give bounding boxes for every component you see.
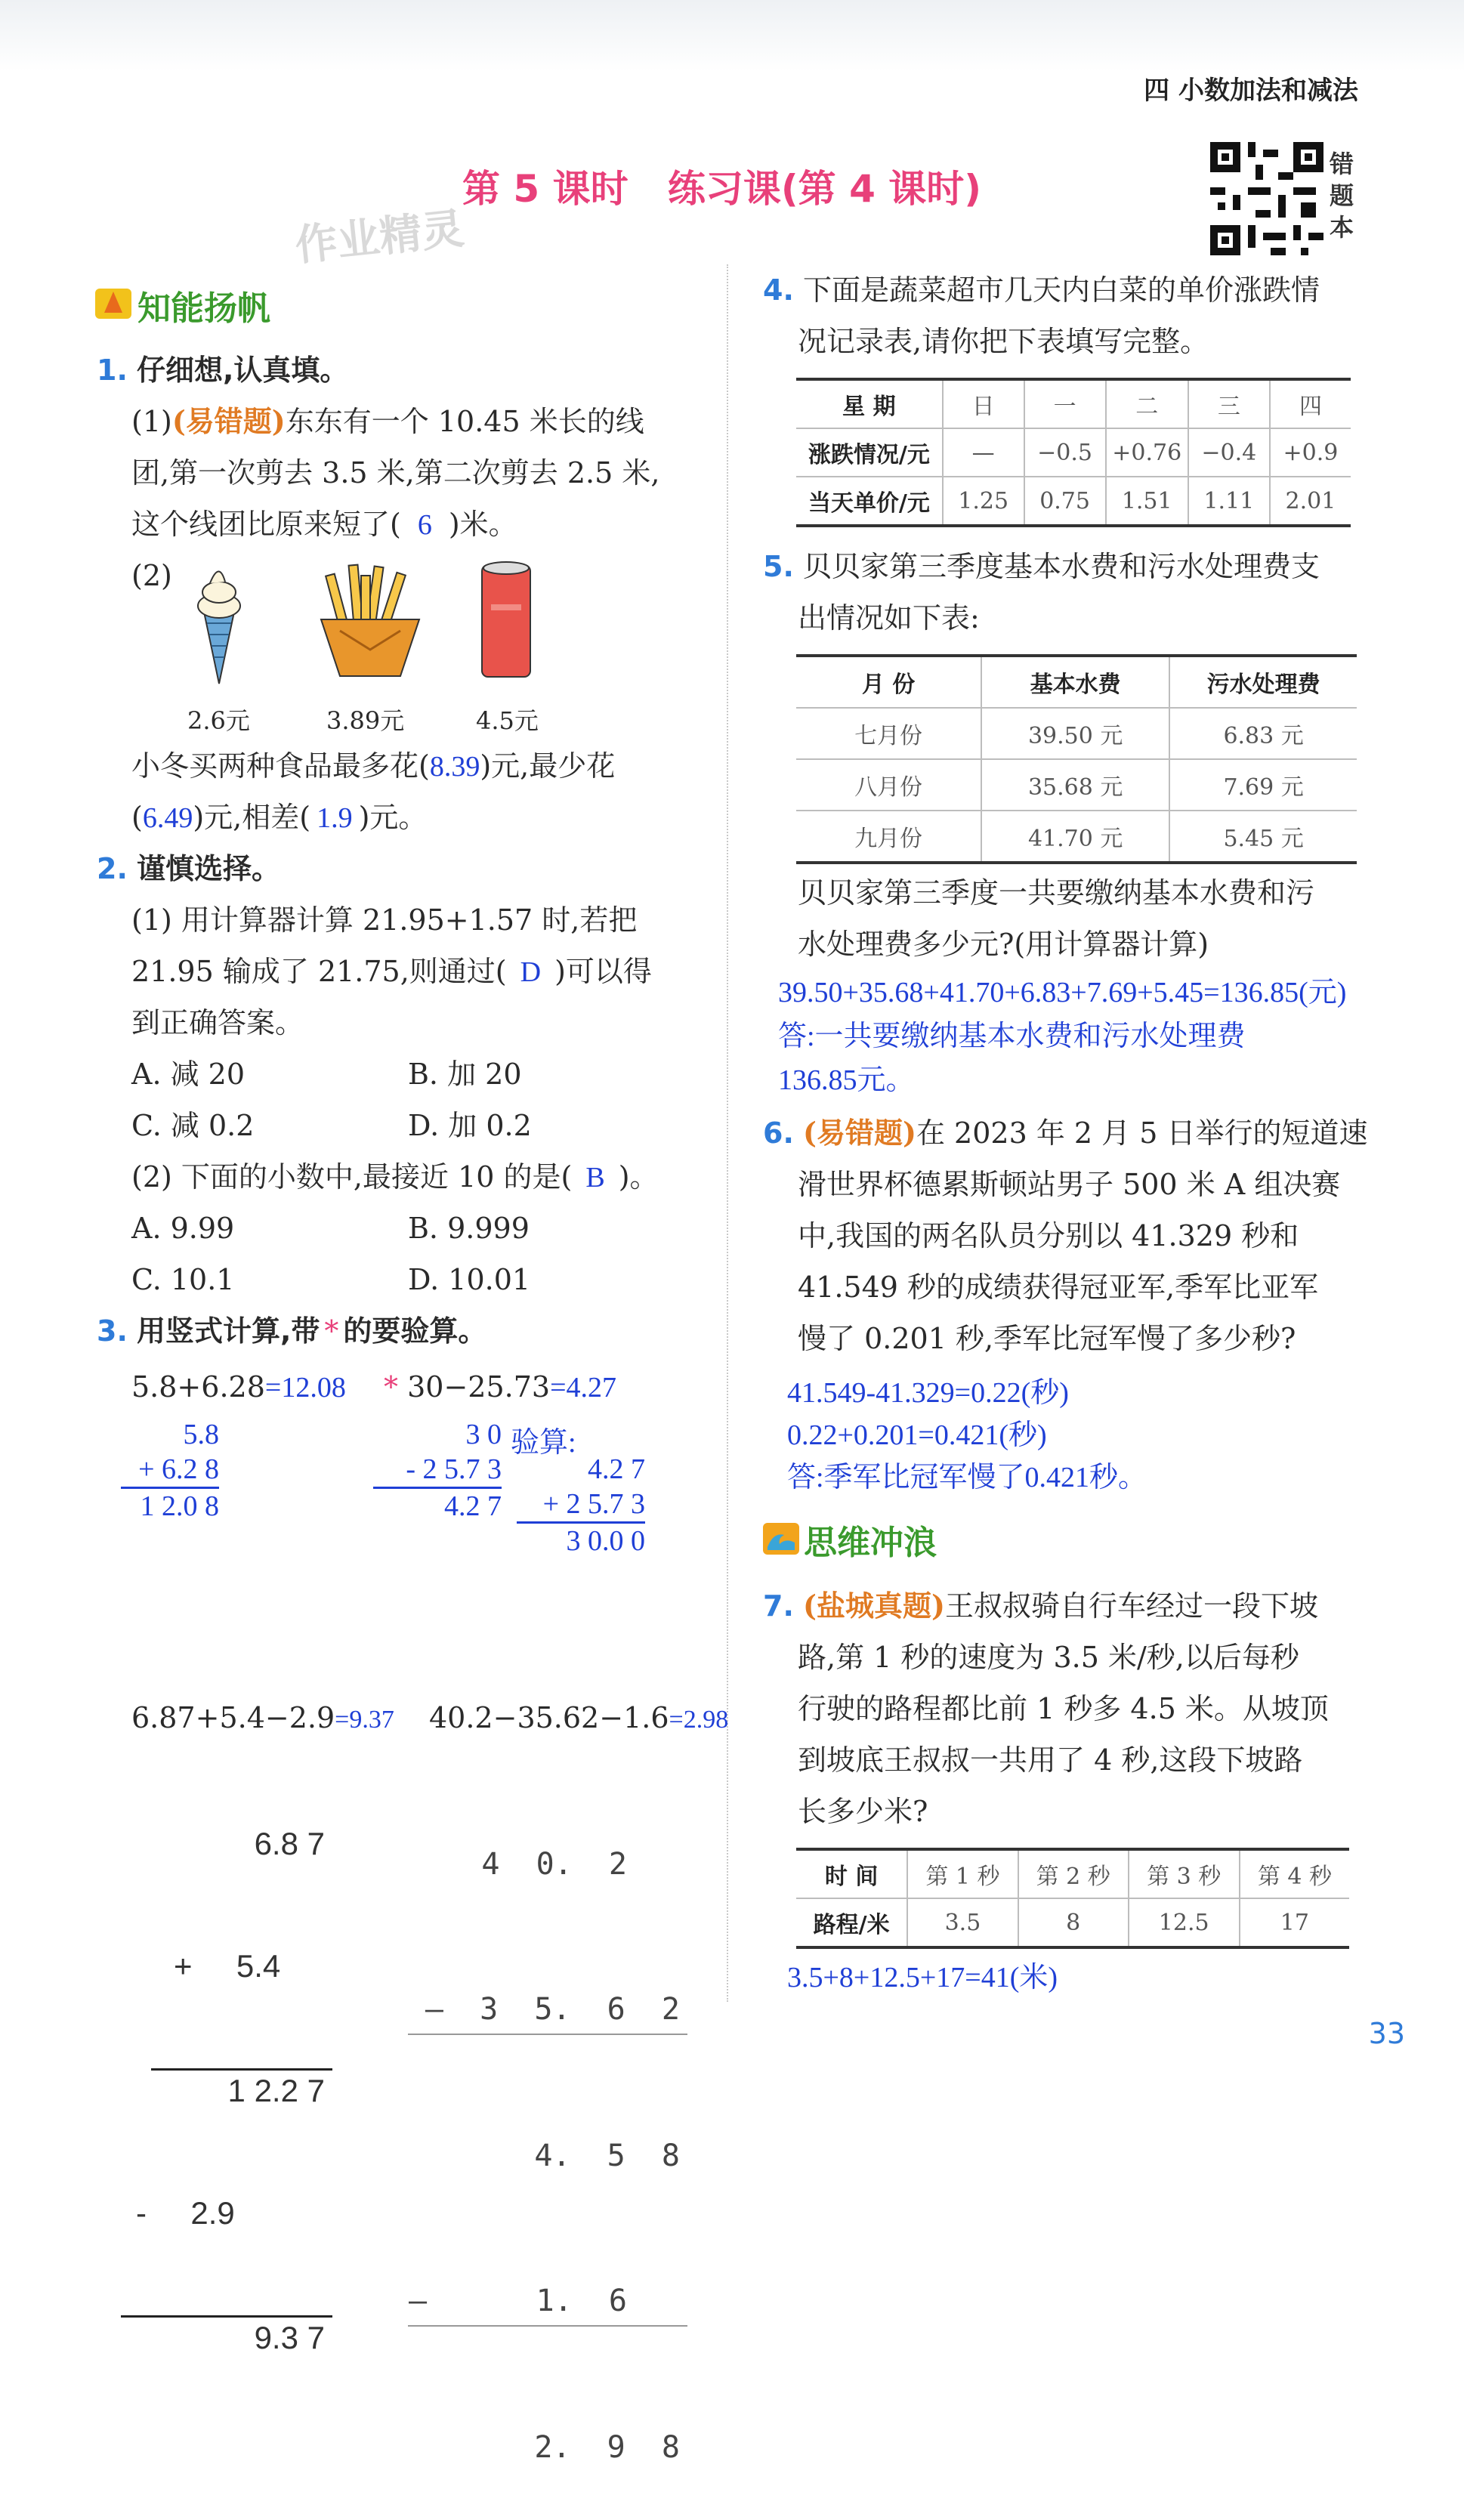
table-cell: 3.5 bbox=[907, 1898, 1018, 1947]
table-row bbox=[796, 811, 1357, 863]
q5-answer-3: 136.85元。 bbox=[778, 1064, 915, 1096]
q1-p2-text1b: )元,最少花 bbox=[480, 749, 616, 783]
v-line: 4.2 7 bbox=[588, 1453, 645, 1485]
table-cell: 12.5 bbox=[1129, 1898, 1240, 1947]
page-number: 33 bbox=[1368, 2017, 1405, 2050]
q1-p2-answer2: 6.49 bbox=[142, 802, 193, 834]
french-fries-icon bbox=[310, 559, 431, 680]
q1-p1-line2: 团,第一次剪去 3.5 米,第二次剪去 2.5 米, bbox=[131, 456, 660, 489]
q3-e2-expr: 30−25.73 bbox=[407, 1370, 551, 1404]
v-line: 4.2 7 bbox=[373, 1487, 502, 1524]
q5-text1: 贝贝家第三季度基本水费和污水处理费支 bbox=[802, 550, 1320, 583]
q6-line4: 41.549 秒的成绩获得冠亚军,季军比亚军 bbox=[798, 1271, 1319, 1304]
table-cell: 17 bbox=[1280, 1909, 1309, 1936]
q1-p2-line1 bbox=[131, 740, 615, 792]
table-cell: 基本水费 bbox=[981, 656, 1169, 708]
q5-table bbox=[796, 654, 1357, 864]
price-fries: 3.89元 bbox=[326, 706, 405, 735]
table-cell: 5.45 元 bbox=[1223, 826, 1304, 852]
q6-text1: 在 2023 年 2 月 5 日举行的短道速 bbox=[916, 1116, 1368, 1150]
v-line: 9.3 7 bbox=[121, 2315, 332, 2358]
v-line: 3 0.0 0 bbox=[517, 1521, 645, 1558]
table-row bbox=[796, 708, 1357, 759]
q2-p1-option-b: B. 加 20 bbox=[408, 1058, 522, 1091]
table-cell: 第 1 秒 bbox=[907, 1849, 1018, 1898]
q5-answer-1: 39.50+35.68+41.70+6.83+7.69+5.45=136.85(元) bbox=[778, 977, 1347, 1008]
q3-e3-vertical bbox=[121, 1742, 332, 2399]
table-cell: 二 bbox=[1106, 379, 1188, 428]
v-line: 6.8 7 bbox=[254, 1826, 325, 1861]
table-row bbox=[796, 1849, 1349, 1898]
v-line: 3 0 bbox=[465, 1419, 502, 1450]
q7-table bbox=[796, 1848, 1349, 1949]
q4-table bbox=[796, 378, 1351, 527]
table-cell: 路程/米 bbox=[796, 1898, 907, 1947]
table-cell: 41.70 元 bbox=[981, 811, 1169, 863]
table-cell: 1.25 bbox=[943, 477, 1024, 526]
chapter-title: 四 小数加法和减法 bbox=[1144, 76, 1358, 106]
ice-cream-icon bbox=[189, 559, 249, 687]
table-row bbox=[796, 656, 1357, 708]
q3-heading bbox=[97, 1305, 486, 1357]
table-cell: 月 份 bbox=[796, 656, 981, 708]
q7-line2: 路,第 1 秒的速度为 3.5 米/秒,以后每秒 bbox=[798, 1641, 1299, 1674]
q1-p2-text2b: )元,相差( bbox=[193, 801, 311, 834]
q2-p2-line1 bbox=[131, 1151, 659, 1203]
q3-e1 bbox=[131, 1361, 346, 1413]
q2-number: 2. bbox=[97, 852, 128, 885]
q2-p1-answer: D bbox=[520, 956, 542, 988]
q2-heading bbox=[97, 843, 280, 894]
table-cell: 八月份 bbox=[796, 759, 981, 811]
q1-p2-answer3: 1.9 bbox=[317, 802, 353, 834]
v-line: — 1. 6 bbox=[408, 2277, 687, 2327]
q6-answer-1: 41.549-41.329=0.22(秒) bbox=[787, 1377, 1069, 1409]
q3-number: 3. bbox=[97, 1314, 128, 1348]
wave-icon bbox=[763, 1521, 799, 1555]
q6-answer-2: 0.22+0.201=0.421(秒) bbox=[787, 1419, 1047, 1451]
table-cell: 39.50 元 bbox=[981, 708, 1169, 759]
q7-line4: 到坡底王叔叔一共用了 4 秒,这段下坡路 bbox=[798, 1743, 1303, 1777]
table-cell: 一 bbox=[1024, 379, 1106, 428]
v-line: - 2 5.7 3 bbox=[406, 1453, 502, 1485]
q3-e4-expr: 40.2−35.62−1.6 bbox=[429, 1701, 669, 1734]
table-row bbox=[796, 759, 1357, 811]
table-cell: −0.5 bbox=[1024, 428, 1106, 477]
v-line: 2. 9 8 bbox=[534, 2430, 680, 2465]
q2-p1-line2 bbox=[131, 946, 652, 998]
q2-p2-option-b: B. 9.999 bbox=[408, 1212, 530, 1245]
q1-title: 仔细想,认真填。 bbox=[136, 354, 349, 387]
table-cell: 时 间 bbox=[796, 1849, 907, 1898]
q3-e3-answer: =9.37 bbox=[335, 1706, 394, 1734]
table-cell: 四 bbox=[1299, 394, 1322, 420]
q3-e2-star: * bbox=[384, 1370, 398, 1404]
v-line: 1 2.0 8 bbox=[121, 1487, 219, 1524]
q7-text1: 王叔叔骑自行车经过一段下坡 bbox=[944, 1589, 1318, 1623]
q2-p1-line1: (1) 用计算器计算 21.95+1.57 时,若把 bbox=[131, 903, 638, 937]
q2-p2-text1b: )。 bbox=[618, 1160, 659, 1194]
q1-p1-line1 bbox=[131, 396, 644, 447]
table-cell: 第 4 秒 bbox=[1257, 1864, 1332, 1890]
table-cell: 污水处理费 bbox=[1206, 672, 1320, 698]
drink-can-icon bbox=[476, 559, 536, 680]
table-cell: 7.69 元 bbox=[1223, 774, 1304, 801]
table-cell: 35.68 元 bbox=[981, 759, 1169, 811]
q2-p1-line3: 到正确答案。 bbox=[131, 1006, 304, 1039]
q6-line5: 慢了 0.201 秒,季军比冠军慢了多少秒? bbox=[798, 1322, 1296, 1355]
q2-p2-option-a: A. 9.99 bbox=[131, 1212, 235, 1245]
table-cell: 8 bbox=[1018, 1898, 1129, 1947]
top-band bbox=[0, 0, 1464, 72]
table-cell: — bbox=[943, 428, 1024, 477]
q5-line2: 出情况如下表: bbox=[798, 601, 980, 635]
q1-p1-text3b: )米。 bbox=[448, 508, 517, 541]
watermark: 作业精灵 bbox=[292, 204, 467, 271]
q3-e3-expr: 6.87+5.4−2.9 bbox=[131, 1701, 335, 1734]
price-ice-cream: 2.6元 bbox=[187, 706, 250, 735]
q1-p1-answer: 6 bbox=[417, 509, 432, 541]
q3-e2-answer: =4.27 bbox=[550, 1372, 617, 1404]
q1-number: 1. bbox=[97, 354, 128, 387]
q3-e2 bbox=[384, 1361, 616, 1413]
q3-e1-answer: =12.08 bbox=[264, 1372, 346, 1404]
table-cell: 星 期 bbox=[796, 379, 943, 428]
q6-number: 6. bbox=[763, 1116, 794, 1150]
table-cell: 2.01 bbox=[1285, 487, 1336, 514]
v-line: + 6.2 8 bbox=[138, 1453, 219, 1485]
q4-line1 bbox=[763, 264, 1320, 316]
v-line: 4 0. 2 bbox=[481, 1847, 627, 1882]
q4-line2: 况记录表,请你把下表填写完整。 bbox=[798, 325, 1209, 358]
q1-p2-prefix: (2) bbox=[131, 559, 172, 592]
q2-p1-option-c: C. 减 0.2 bbox=[131, 1109, 255, 1142]
table-cell: +0.76 bbox=[1106, 428, 1188, 477]
q1-heading bbox=[97, 344, 348, 396]
wrong-book-label: 错题本 bbox=[1330, 150, 1354, 242]
q1-p1-text1: 东东有一个 10.45 米长的线 bbox=[285, 405, 644, 438]
v-line: — 3 5. 6 2 bbox=[408, 1985, 687, 2035]
q6-tag: (易错题) bbox=[802, 1116, 916, 1150]
table-cell: 日 bbox=[943, 379, 1024, 428]
q5-line1 bbox=[763, 541, 1320, 592]
q2-p2-option-d: D. 10.01 bbox=[408, 1263, 531, 1296]
q2-title: 谨慎选择。 bbox=[136, 852, 280, 885]
table-cell: 6.83 元 bbox=[1223, 723, 1304, 749]
table-cell: 第 2 秒 bbox=[1018, 1849, 1129, 1898]
v-line: 4. 5 8 bbox=[534, 2139, 680, 2173]
q3-e1-expr: 5.8+6.28 bbox=[131, 1370, 265, 1404]
q5-question-line1: 贝贝家第三季度一共要缴纳基本水费和污 bbox=[798, 876, 1315, 909]
q2-p2-text1a: (2) 下面的小数中,最接近 10 的是( bbox=[131, 1160, 573, 1194]
q2-p2-answer: B bbox=[585, 1162, 605, 1194]
q7-answer: 3.5+8+12.5+17=41(米) bbox=[787, 1962, 1058, 1993]
q5-question-line2: 水处理费多少元?(用计算器计算) bbox=[798, 928, 1209, 961]
q7-number: 7. bbox=[763, 1589, 794, 1623]
section-title-1: 知能扬帆 bbox=[137, 289, 270, 328]
table-cell: 1.11 bbox=[1188, 477, 1270, 526]
q3-title-b: 的要验算。 bbox=[343, 1314, 487, 1348]
q6-line1 bbox=[763, 1107, 1368, 1159]
table-row bbox=[796, 477, 1351, 526]
q3-check-vertical bbox=[517, 1452, 645, 1558]
sail-icon bbox=[95, 286, 131, 319]
q1-p2-line2 bbox=[131, 792, 427, 844]
q6-line3: 中,我国的两名队员分别以 41.329 秒和 bbox=[798, 1219, 1299, 1252]
q3-star-icon: * bbox=[324, 1314, 339, 1348]
table-cell: 九月份 bbox=[796, 811, 981, 863]
table-row bbox=[796, 1898, 1349, 1947]
qr-code-icon[interactable] bbox=[1210, 142, 1323, 255]
v-line: - 2.9 bbox=[136, 2195, 235, 2231]
table-cell: 1.51 bbox=[1106, 477, 1188, 526]
q1-p1-prefix: (1) bbox=[131, 405, 172, 438]
q5-number: 5. bbox=[763, 550, 794, 583]
table-cell: 0.75 bbox=[1024, 477, 1106, 526]
price-can: 4.5元 bbox=[476, 706, 539, 735]
q2-p2-option-c: C. 10.1 bbox=[131, 1263, 235, 1296]
q3-e1-vertical bbox=[121, 1417, 219, 1524]
q7-line1 bbox=[763, 1580, 1318, 1632]
q7-line3: 行驶的路程都比前 1 秒多 4.5 米。从坡顶 bbox=[798, 1692, 1329, 1725]
q4-text1: 下面是蔬菜超市几天内白菜的单价涨跌情 bbox=[802, 273, 1320, 307]
q3-e4-vertical bbox=[408, 1743, 687, 2520]
q1-p2-text2c: )元。 bbox=[358, 801, 428, 834]
table-cell: 七月份 bbox=[796, 708, 981, 759]
q2-p1-text2b: )可以得 bbox=[554, 955, 652, 988]
q1-p2-text1a: 小冬买两种食品最多花( bbox=[131, 749, 430, 783]
v-line: 5.8 bbox=[183, 1419, 219, 1450]
q7-line5: 长多少米? bbox=[798, 1795, 928, 1828]
q6-line2: 滑世界杯德累斯顿站男子 500 米 A 组决赛 bbox=[798, 1168, 1341, 1201]
v-line: + 5.4 bbox=[174, 1948, 281, 1984]
table-cell: 三 bbox=[1188, 379, 1270, 428]
q3-e3 bbox=[131, 1692, 394, 1746]
table-cell: −0.4 bbox=[1188, 428, 1270, 477]
section-title-2: 思维冲浪 bbox=[804, 1524, 937, 1562]
q4-number: 4. bbox=[763, 273, 794, 307]
table-row bbox=[796, 428, 1351, 477]
table-row bbox=[796, 379, 1351, 428]
lesson-title: 第 5 课时 练习课(第 4 课时) bbox=[462, 167, 982, 211]
table-cell: 当天单价/元 bbox=[796, 477, 943, 526]
v-line: + 2 5.7 3 bbox=[542, 1488, 645, 1520]
q2-p1-option-d: D. 加 0.2 bbox=[408, 1109, 532, 1142]
q3-e4 bbox=[429, 1692, 728, 1746]
q5-answer-2: 答:一共要缴纳基本水费和污水处理费 bbox=[778, 1021, 1246, 1052]
v-line: 1 2.2 7 bbox=[151, 2068, 332, 2111]
q3-e2-vertical bbox=[373, 1417, 502, 1524]
q1-p1-tag: (易错题) bbox=[171, 404, 286, 438]
q1-p1-text3a: 这个线团比原来短了( bbox=[131, 508, 401, 541]
q3-title-a: 用竖式计算,带 bbox=[136, 1314, 320, 1348]
q6-answer-3: 答:季军比冠军慢了0.421秒。 bbox=[787, 1462, 1147, 1493]
table-cell: +0.9 bbox=[1283, 439, 1339, 466]
q7-tag: (盐城真题) bbox=[802, 1589, 945, 1623]
q2-p1-text2a: 21.95 输成了 21.75,则通过( bbox=[131, 955, 507, 988]
q2-p1-option-a: A. 减 20 bbox=[131, 1058, 246, 1091]
q3-check-label: 验算: bbox=[511, 1427, 576, 1459]
q1-p1-line3 bbox=[131, 499, 517, 551]
table-cell: 涨跌情况/元 bbox=[796, 428, 943, 477]
q1-p2-answer1: 8.39 bbox=[429, 751, 480, 783]
q3-e4-answer: =2.98 bbox=[669, 1706, 729, 1734]
table-cell: 第 3 秒 bbox=[1129, 1849, 1240, 1898]
q1-p2-text2a: ( bbox=[131, 801, 143, 834]
